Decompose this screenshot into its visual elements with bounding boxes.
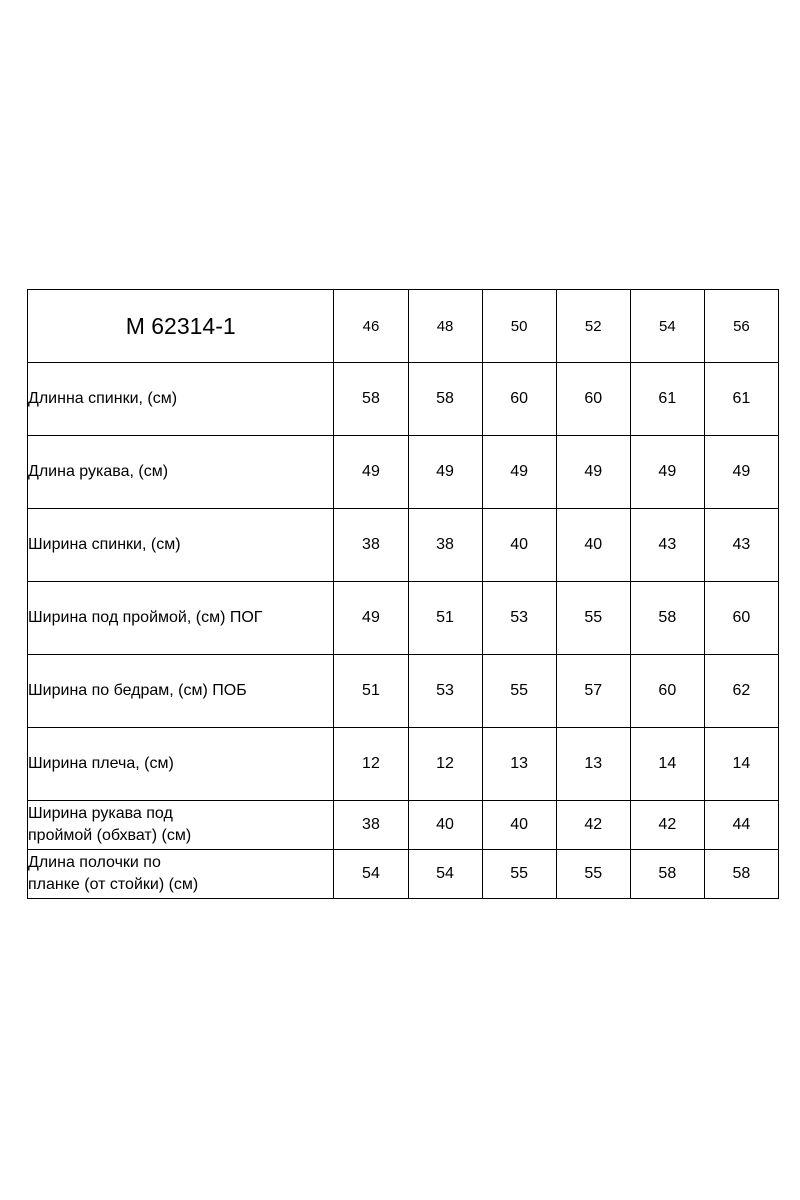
table-row: [28, 436, 779, 509]
table-cell: 49: [704, 436, 778, 509]
row-label: Ширина плеча, (см): [28, 728, 334, 801]
table-cell: 49: [556, 436, 630, 509]
size-header: 52: [556, 290, 630, 363]
size-header: 50: [482, 290, 556, 363]
table-cell: 44: [704, 801, 778, 850]
table-cell: 40: [482, 509, 556, 582]
row-label-line: Длина полочки по: [28, 854, 161, 871]
table-cell: 60: [630, 655, 704, 728]
table-cell: 49: [630, 436, 704, 509]
table-cell: 38: [334, 509, 408, 582]
table-cell: 51: [334, 655, 408, 728]
table-row: [28, 509, 779, 582]
table-cell: 14: [630, 728, 704, 801]
table-cell: 13: [556, 728, 630, 801]
table-cell: 54: [334, 850, 408, 899]
table-cell: 38: [334, 801, 408, 850]
table-cell: 12: [334, 728, 408, 801]
table-cell: 55: [482, 850, 556, 899]
row-label: Ширина спинки, (см): [28, 509, 334, 582]
table-cell: 49: [482, 436, 556, 509]
table-cell: 51: [408, 582, 482, 655]
table-cell: 58: [704, 850, 778, 899]
table-cell: 60: [704, 582, 778, 655]
table-cell: 12: [408, 728, 482, 801]
table-cell: 53: [408, 655, 482, 728]
table-row: [28, 363, 779, 436]
row-label: Длина рукава, (см): [28, 436, 334, 509]
table-cell: 58: [334, 363, 408, 436]
row-label-line: проймой (обхват) (см): [28, 827, 192, 844]
table-cell: 57: [556, 655, 630, 728]
table-cell: 62: [704, 655, 778, 728]
table-cell: 55: [482, 655, 556, 728]
size-header: 54: [630, 290, 704, 363]
table-cell: 14: [704, 728, 778, 801]
table-cell: 58: [408, 363, 482, 436]
row-label-line: планке (от стойки) (см): [28, 876, 199, 893]
table-cell: 13: [482, 728, 556, 801]
table-cell: 55: [556, 850, 630, 899]
table-cell: 60: [556, 363, 630, 436]
table-cell: 40: [482, 801, 556, 850]
table-cell: 43: [630, 509, 704, 582]
table-cell: 38: [408, 509, 482, 582]
row-label: [28, 850, 334, 899]
table-cell: 60: [482, 363, 556, 436]
row-label: Длинна спинки, (см): [28, 363, 334, 436]
table-cell: 49: [408, 436, 482, 509]
table-cell: 49: [334, 582, 408, 655]
table-row: [28, 850, 779, 899]
size-header: 48: [408, 290, 482, 363]
table-row: [28, 801, 779, 850]
table-cell: 40: [408, 801, 482, 850]
table-cell: 42: [630, 801, 704, 850]
row-label: [28, 801, 334, 850]
table-row: [28, 582, 779, 655]
table-cell: 40: [556, 509, 630, 582]
row-label: Ширина под проймой, (см) ПОГ: [28, 582, 334, 655]
model-number: M 62314-1: [28, 290, 334, 363]
table-cell: 43: [704, 509, 778, 582]
table-cell: 42: [556, 801, 630, 850]
header-row: [28, 290, 779, 363]
table-cell: 61: [630, 363, 704, 436]
table-cell: 61: [704, 363, 778, 436]
table-cell: 55: [556, 582, 630, 655]
table-row: [28, 728, 779, 801]
row-label: Ширина по бедрам, (см) ПОБ: [28, 655, 334, 728]
table-row: [28, 655, 779, 728]
table-cell: 58: [630, 582, 704, 655]
size-header: 46: [334, 290, 408, 363]
table-cell: 54: [408, 850, 482, 899]
table-cell: 49: [334, 436, 408, 509]
table-cell: 58: [630, 850, 704, 899]
table-cell: 53: [482, 582, 556, 655]
row-label-line: Ширина рукава под: [28, 805, 173, 822]
size-chart-table: [27, 289, 779, 899]
size-header: 56: [704, 290, 778, 363]
